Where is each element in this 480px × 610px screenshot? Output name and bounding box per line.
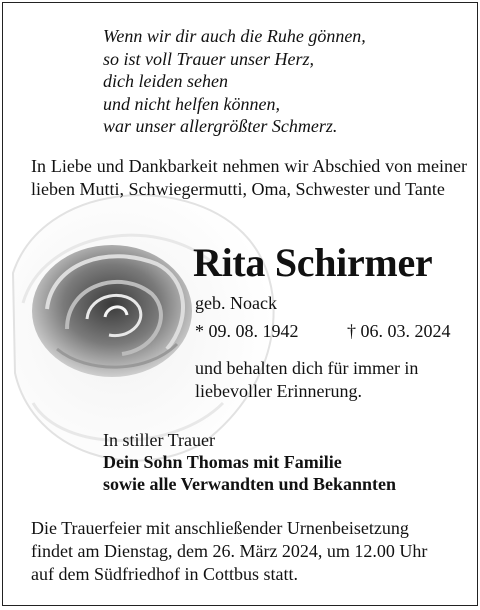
remembrance-text [195,357,418,403]
ceremony-line: auf dem Südfriedhof in Cottbus statt. [31,564,298,584]
remembrance-line: und behalten dich für immer in [195,358,419,378]
ceremony-line: findet am Dienstag, dem 26. März 2024, um 12.00 Uhr [31,541,428,561]
born-name: geb. Noack [195,293,277,313]
mourners [103,429,396,495]
poem [103,25,366,138]
birth-date: * 09. 08. 1942 [195,321,299,341]
poem-line: so ist voll Trauer unser Herz, [103,48,315,69]
poem-line: dich leiden sehen [103,71,228,91]
ceremony-info [31,517,427,586]
ceremony-line: Die Trauerfeier mit anschließender Urnenbeisetzung [31,518,409,538]
obituary-notice [2,2,478,606]
mourners-line: Dein Sohn Thomas mit Familie [103,452,342,472]
death-date: † 06. 03. 2024 [347,321,451,341]
intro-text: In Liebe und Dankbarkeit nehmen wir Abschied von meiner lieben Mutti, Schwiegermutti, Oma, Schwester und Tante [31,156,467,199]
remembrance-line: liebevoller Erinnerung. [195,381,362,401]
deceased-name: Rita Schirmer [193,240,433,285]
mourners-line: sowie alle Verwandten und Bekannten [103,474,397,494]
poem-line: Wenn wir dir auch die Ruhe gönnen, [103,26,366,46]
poem-line: war unser allergrößter Schmerz. [103,116,338,136]
mourners-heading: In stiller Trauer [103,430,215,450]
rose-icon [27,239,197,389]
poem-line: und nicht helfen können, [103,93,280,114]
